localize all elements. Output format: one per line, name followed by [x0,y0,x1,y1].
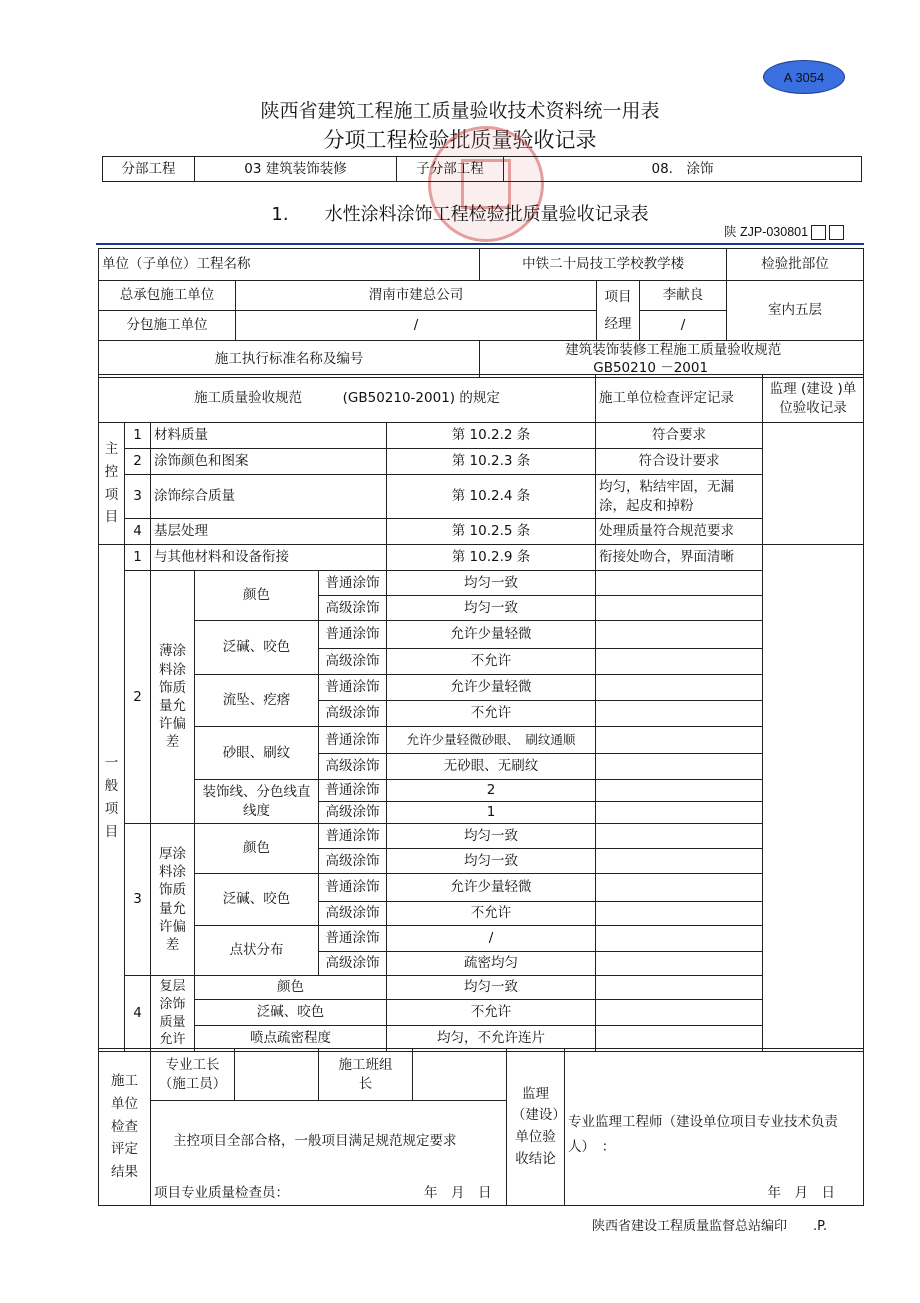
g-l3: 目 [104,823,119,840]
value: 允许少量轻微 [387,874,596,902]
multi-label: 复层涂饰质量允许 [151,976,195,1052]
main-item-no: 4 [125,519,151,545]
division-value: 03 建筑装饰装修 [195,157,397,182]
main-item-clause: 第 10.2.4 条 [387,475,596,519]
check-grid [596,802,763,824]
value: 均匀一致 [387,596,596,621]
value: 允许少量轻微 [387,621,596,649]
main-item-result: 处理质量符合规范要求 [596,519,763,545]
g-l0: 一 [104,755,119,772]
check-header: 施工单位检查评定记录 [596,375,763,423]
main-item-result: 均匀，粘结牢固，无漏涂，起皮和掉粉 [596,475,763,519]
engineer-label: 专业监理工程师（建设单位项目专业技术负责人） ： [565,1049,864,1181]
grade: 普通涂饰 [319,621,387,649]
general-supervise-cell [763,545,864,1052]
form-code-text: 陕 ZJP-030801 [724,225,809,239]
document-title: 陕西省建筑工程施工质量验收技术资料统一用表 [260,100,660,122]
value: 疏密均匀 [387,952,596,976]
team-leader-label: 施工班组 长 [319,1049,413,1101]
pm-label-b: 经理 [604,315,632,332]
value: 1 [387,802,596,824]
g-l1: 般 [104,778,119,795]
row-name: 泛碱、咬色 [195,1000,387,1026]
general-item-name: 与其他材料和设备衔接 [151,545,387,571]
check-cell [596,849,763,874]
project-info-table [98,248,864,378]
grade: 高级涂饰 [319,701,387,727]
main-item-result: 符合设计要求 [596,449,763,475]
row-name: 泛碱、咬色 [195,621,319,675]
construction-conclusion: 主控项目全部合格，一般项目满足规范规定要求 [151,1101,507,1181]
inspector-label: 项目专业质量检查员： [154,1184,289,1201]
row-name: 点状分布 [195,926,319,976]
value: 不允许 [387,649,596,675]
footer-publisher: 陕西省建设工程质量监督总站编印 .P. [592,1219,828,1234]
multi-no: 4 [125,976,151,1052]
main-item-clause: 第 10.2.3 条 [387,449,596,475]
form-code [724,222,844,240]
pm-label [597,281,640,341]
checkbox-1[interactable] [811,225,826,240]
g-l2: 项 [104,801,119,817]
pm-value: 李献良 [640,281,727,311]
row-name: 颜色 [195,824,319,874]
grade: 高级涂饰 [319,902,387,926]
standard-code: GB50210 －2001 [593,360,709,377]
value: 均匀一致 [387,976,596,1000]
row-name: 颜色 [195,976,387,1000]
main-control-label [99,423,125,545]
grade: 高级涂饰 [319,649,387,675]
row-name: 喷点疏密程度 [195,1026,387,1052]
general-item-result: 衔接处吻合，界面清晰 [596,545,763,571]
batch-part-label: 检验批部位 [727,249,864,281]
foreman-label: 专业工长（施工员） [151,1049,235,1101]
value: 均匀一致 [387,849,596,874]
division-header-table [102,156,862,182]
supervise-date: 年 月 日 [565,1181,864,1206]
grade: 普通涂饰 [319,780,387,802]
form-number-badge [763,60,845,94]
check-grid [596,780,763,802]
unit-name-value: 中铁二十局技工学校教学楼 [480,249,727,281]
division-label: 分部工程 [103,157,195,182]
grade: 高级涂饰 [319,754,387,780]
value: 不允许 [387,701,596,727]
thick-label: 厚涂料涂饰质量允许偏差 [151,824,195,976]
value: 不允许 [387,902,596,926]
standard-label: 施工执行标准名称及编号 [99,341,480,378]
signature-table [98,1048,864,1206]
value: / [387,926,596,952]
foreman-value[interactable] [235,1049,319,1101]
main-item-no: 1 [125,423,151,449]
pm-label-a: 项目 [604,288,632,305]
main-item-no: 2 [125,449,151,475]
row-name: 装饰线、分色线直线度 [195,780,319,824]
check-grid [596,596,763,621]
pm-value-2: / [640,311,727,341]
spec-header-text: 施工质量验收规范 [194,390,303,407]
inspector-row [151,1181,507,1206]
main-item-name: 涂饰综合质量 [151,475,387,519]
mc-l3: 目 [104,509,119,526]
main-item-name: 涂饰颜色和图案 [151,449,387,475]
check-cell [596,824,763,849]
standard-name: 建筑装饰装修工程施工质量验收规范 [565,342,782,358]
inspection-table [98,374,864,1052]
main-item-no: 3 [125,475,151,519]
mc-l0: 主 [104,440,119,457]
construction-result-label: 施工单位检查评定结果 [99,1049,151,1206]
mc-l1: 控 [104,463,119,480]
check-cell [596,926,763,952]
value: 均匀一致 [387,571,596,596]
inspector-date: 年 月 日 [424,1184,492,1201]
subcontractor-label: 分包施工单位 [99,311,236,341]
row-name: 颜色 [195,571,319,621]
standard-value [480,341,864,378]
subdivision-label: 子分部工程 [397,157,504,182]
contractor-value: 渭南市建总公司 [236,281,597,311]
grade: 普通涂饰 [319,675,387,701]
form-number-text: A 3054 [783,69,825,85]
grade: 普通涂饰 [319,571,387,596]
check-grid [596,727,763,754]
spec-header [99,375,596,423]
value: 均匀，不允许连片 [387,1026,596,1052]
grade: 高级涂饰 [319,849,387,874]
header-divider [96,243,864,245]
check-cell [596,874,763,902]
check-cell [596,952,763,976]
main-supervise-cell [763,423,864,545]
check-grid [596,701,763,727]
record-table-title: 1. 水性涂料涂饰工程检验批质量验收记录表 [271,204,649,225]
batch-part-value: 室内五层 [727,281,864,341]
check-cell [596,976,763,1000]
value: 均匀一致 [387,824,596,849]
row-name: 泛碱、咬色 [195,874,319,926]
value: 不允许 [387,1000,596,1026]
check-grid [596,649,763,675]
thick-no: 3 [125,824,151,976]
check-grid [596,621,763,649]
main-item-clause: 第 10.2.5 条 [387,519,596,545]
check-grid [596,571,763,596]
general-item-clause: 第 10.2.9 条 [387,545,596,571]
general-label [99,545,125,1052]
unit-name-label: 单位（子单位）工程名称 [99,249,480,281]
thin-no: 2 [125,571,151,824]
grade: 高级涂饰 [319,952,387,976]
value: 允许少量轻微 [387,675,596,701]
grade: 高级涂饰 [319,596,387,621]
general-item-no: 1 [125,545,151,571]
main-item-result: 符合要求 [596,423,763,449]
value: 2 [387,780,596,802]
main-item-name: 基层处理 [151,519,387,545]
document-subtitle: 分项工程检验批质量验收记录 [323,128,597,152]
thin-label: 薄涂料涂饰质量允许偏差 [151,571,195,824]
value: 允许少量轻微砂眼、 刷纹通顺 [387,727,596,754]
grade: 普通涂饰 [319,824,387,849]
row-name: 砂眼、刷纹 [195,727,319,780]
subcontractor-value: / [236,311,597,341]
grade: 普通涂饰 [319,727,387,754]
check-grid [596,675,763,701]
row-name: 流坠、疙瘩 [195,675,319,727]
grade: 普通涂饰 [319,926,387,952]
spec-tail: 的规定 [459,390,500,407]
mc-l2: 项 [104,486,119,503]
check-grid [596,754,763,780]
main-item-clause: 第 10.2.2 条 [387,423,596,449]
supervise-header: 监理 (建设 )单位验收记录 [763,375,864,423]
check-cell [596,902,763,926]
grade: 普通涂饰 [319,874,387,902]
checkbox-2[interactable] [829,225,844,240]
contractor-label: 总承包施工单位 [99,281,236,311]
main-item-name: 材料质量 [151,423,387,449]
check-cell [596,1000,763,1026]
supervise-conclusion-label: 监理（建设）单位验收结论 [507,1049,565,1206]
value: 无砂眼、无刷纹 [387,754,596,780]
subdivision-value: 08. 涂饰 [504,157,862,182]
spec-code: (GB50210-2001) [342,390,456,407]
team-leader-value[interactable] [413,1049,507,1101]
grade: 高级涂饰 [319,802,387,824]
